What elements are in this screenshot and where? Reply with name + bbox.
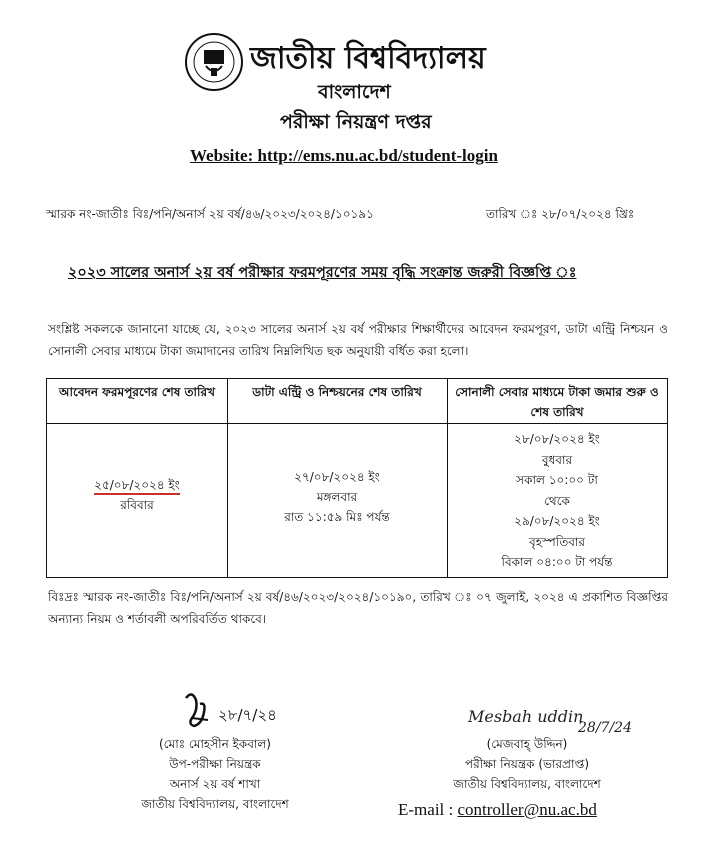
notice-paragraph: সংশ্লিষ্ট সকলকে জানানো যাচ্ছে যে, ২০২৩ সালের অনার্স ২য় বর্ষ পরীক্ষার শিক্ষার্থীদের আবেদন ফরমপূরণ, ডাটা এন্ট্রি নিশ্চয়ন ও সোনালী সেবার মাধ্যমে টাকা জমাদানের তারিখ নিম্নলিখিত ছক অনুযায়ী বর্ধিত করা হলো। xyxy=(48,322,668,358)
memo-reference: স্মারক নং-জাতীঃ বিঃ/পনি/অনার্স ২য় বর্ষ/৪৬/২০২৩/২০২৪/১০১৯১ xyxy=(46,207,374,221)
right-signer-org: জাতীয় বিশ্ববিদ্যালয়, বাংলাদেশ xyxy=(453,777,601,791)
university-name: জাতীয় বিশ্ববিদ্যালয় xyxy=(250,41,486,76)
right-signer-name: (মেজবাহ্ উদ্দিন) xyxy=(486,737,568,751)
note-paragraph: বিঃদ্রঃ স্মারক নং-জাতীঃ বিঃ/পনি/অনার্স ২য় বর্ষ/৪৬/২০২৩/২০২৪/১০১৯০, তারিখ ঃ ০৭ জুলাই, ২০২৪ এ প্রকাশিত বিজ্ঞপ্তির অন্যান্য নিয়ম ও শর্তাবলী অপরিবর্তিত থাকবে। xyxy=(48,590,668,626)
email-label: E-mail : xyxy=(398,800,454,819)
sonali-start-time: সকাল ১০:০০ টা xyxy=(516,473,598,487)
right-signature-name: Mesbah uddin xyxy=(468,707,584,726)
left-signer-section: অনার্স ২য় বর্ষ শাখা xyxy=(169,777,261,791)
data-entry-time: রাত ১১:৫৯ মিঃ পর্যন্ত xyxy=(284,510,390,524)
form-fillup-day: রবিবার xyxy=(120,498,154,512)
left-signer-title: উপ-পরীক্ষা নিয়ন্ত্রক xyxy=(169,757,261,771)
data-entry-date: ২৭/০৮/২০২৪ ইং xyxy=(294,470,380,484)
sonali-end-day: বৃহস্পতিবার xyxy=(529,534,585,549)
sonali-start-day: বুধবার xyxy=(541,452,573,467)
left-signer-org: জাতীয় বিশ্ববিদ্যালয়, বাংলাদেশ xyxy=(141,797,289,811)
header-form-fillup: আবেদন ফরমপূরণের শেষ তারিখ xyxy=(59,385,215,399)
sonali-end-date: ২৯/০৮/২০২৪ ইং xyxy=(514,514,600,528)
email-line xyxy=(398,800,597,820)
notice-headline: ২০২৩ সালের অনার্স ২য় বর্ষ পরীক্ষার ফরমপূরণের সময় বৃদ্ধি সংক্রান্ত জরুরী বিজ্ঞপ্তি ঃ xyxy=(68,265,577,281)
header-sonali-seba: সোনালী সেবার মাধ্যমে টাকা জমার শুরু ও শেষ তারিখ xyxy=(455,385,659,419)
form-fillup-date: ২৫/০৮/২০২৪ ইং xyxy=(94,478,180,495)
right-signature-date: 28/7/24 xyxy=(578,720,632,736)
right-signer-title: পরীক্ষা নিয়ন্ত্রক (ভারপ্রাপ্ত) xyxy=(464,757,590,771)
left-signature-block xyxy=(90,734,340,814)
sonali-seba-cell xyxy=(447,429,667,573)
sonali-start-date: ২৮/০৮/২০২৪ ইং xyxy=(514,432,600,446)
email-address[interactable]: controller@nu.ac.bd xyxy=(457,800,597,819)
memo-date: তারিখ ঃ ২৮/০৭/২০২৪ খ্রিঃ xyxy=(486,207,635,221)
left-signer-name: (মোঃ মোহসীন ইকবাল) xyxy=(159,737,271,751)
university-logo xyxy=(184,32,244,92)
left-signature-image xyxy=(178,688,288,736)
form-fillup-cell xyxy=(47,475,227,515)
sonali-end-time: বিকাল ০৪:০০ টা পর্যন্ত xyxy=(501,555,613,569)
office-name: পরীক্ষা নিয়ন্ত্রণ দপ্তর xyxy=(280,111,432,133)
country-name: বাংলাদেশ xyxy=(318,81,391,103)
data-entry-cell xyxy=(227,467,447,527)
sonali-from: থেকে xyxy=(544,493,570,508)
website-link[interactable]: Website: http://ems.nu.ac.bd/student-login xyxy=(190,146,498,165)
data-entry-day: মঙ্গলবার xyxy=(316,490,358,504)
left-signature-date: ২৮/৭/২৪ xyxy=(218,706,277,724)
right-signature-block xyxy=(392,734,662,794)
header-data-entry: ডাটা এন্ট্রি ও নিশ্চয়নের শেষ তারিখ xyxy=(252,385,422,399)
schedule-table xyxy=(46,378,668,578)
right-signature-image xyxy=(462,696,662,738)
